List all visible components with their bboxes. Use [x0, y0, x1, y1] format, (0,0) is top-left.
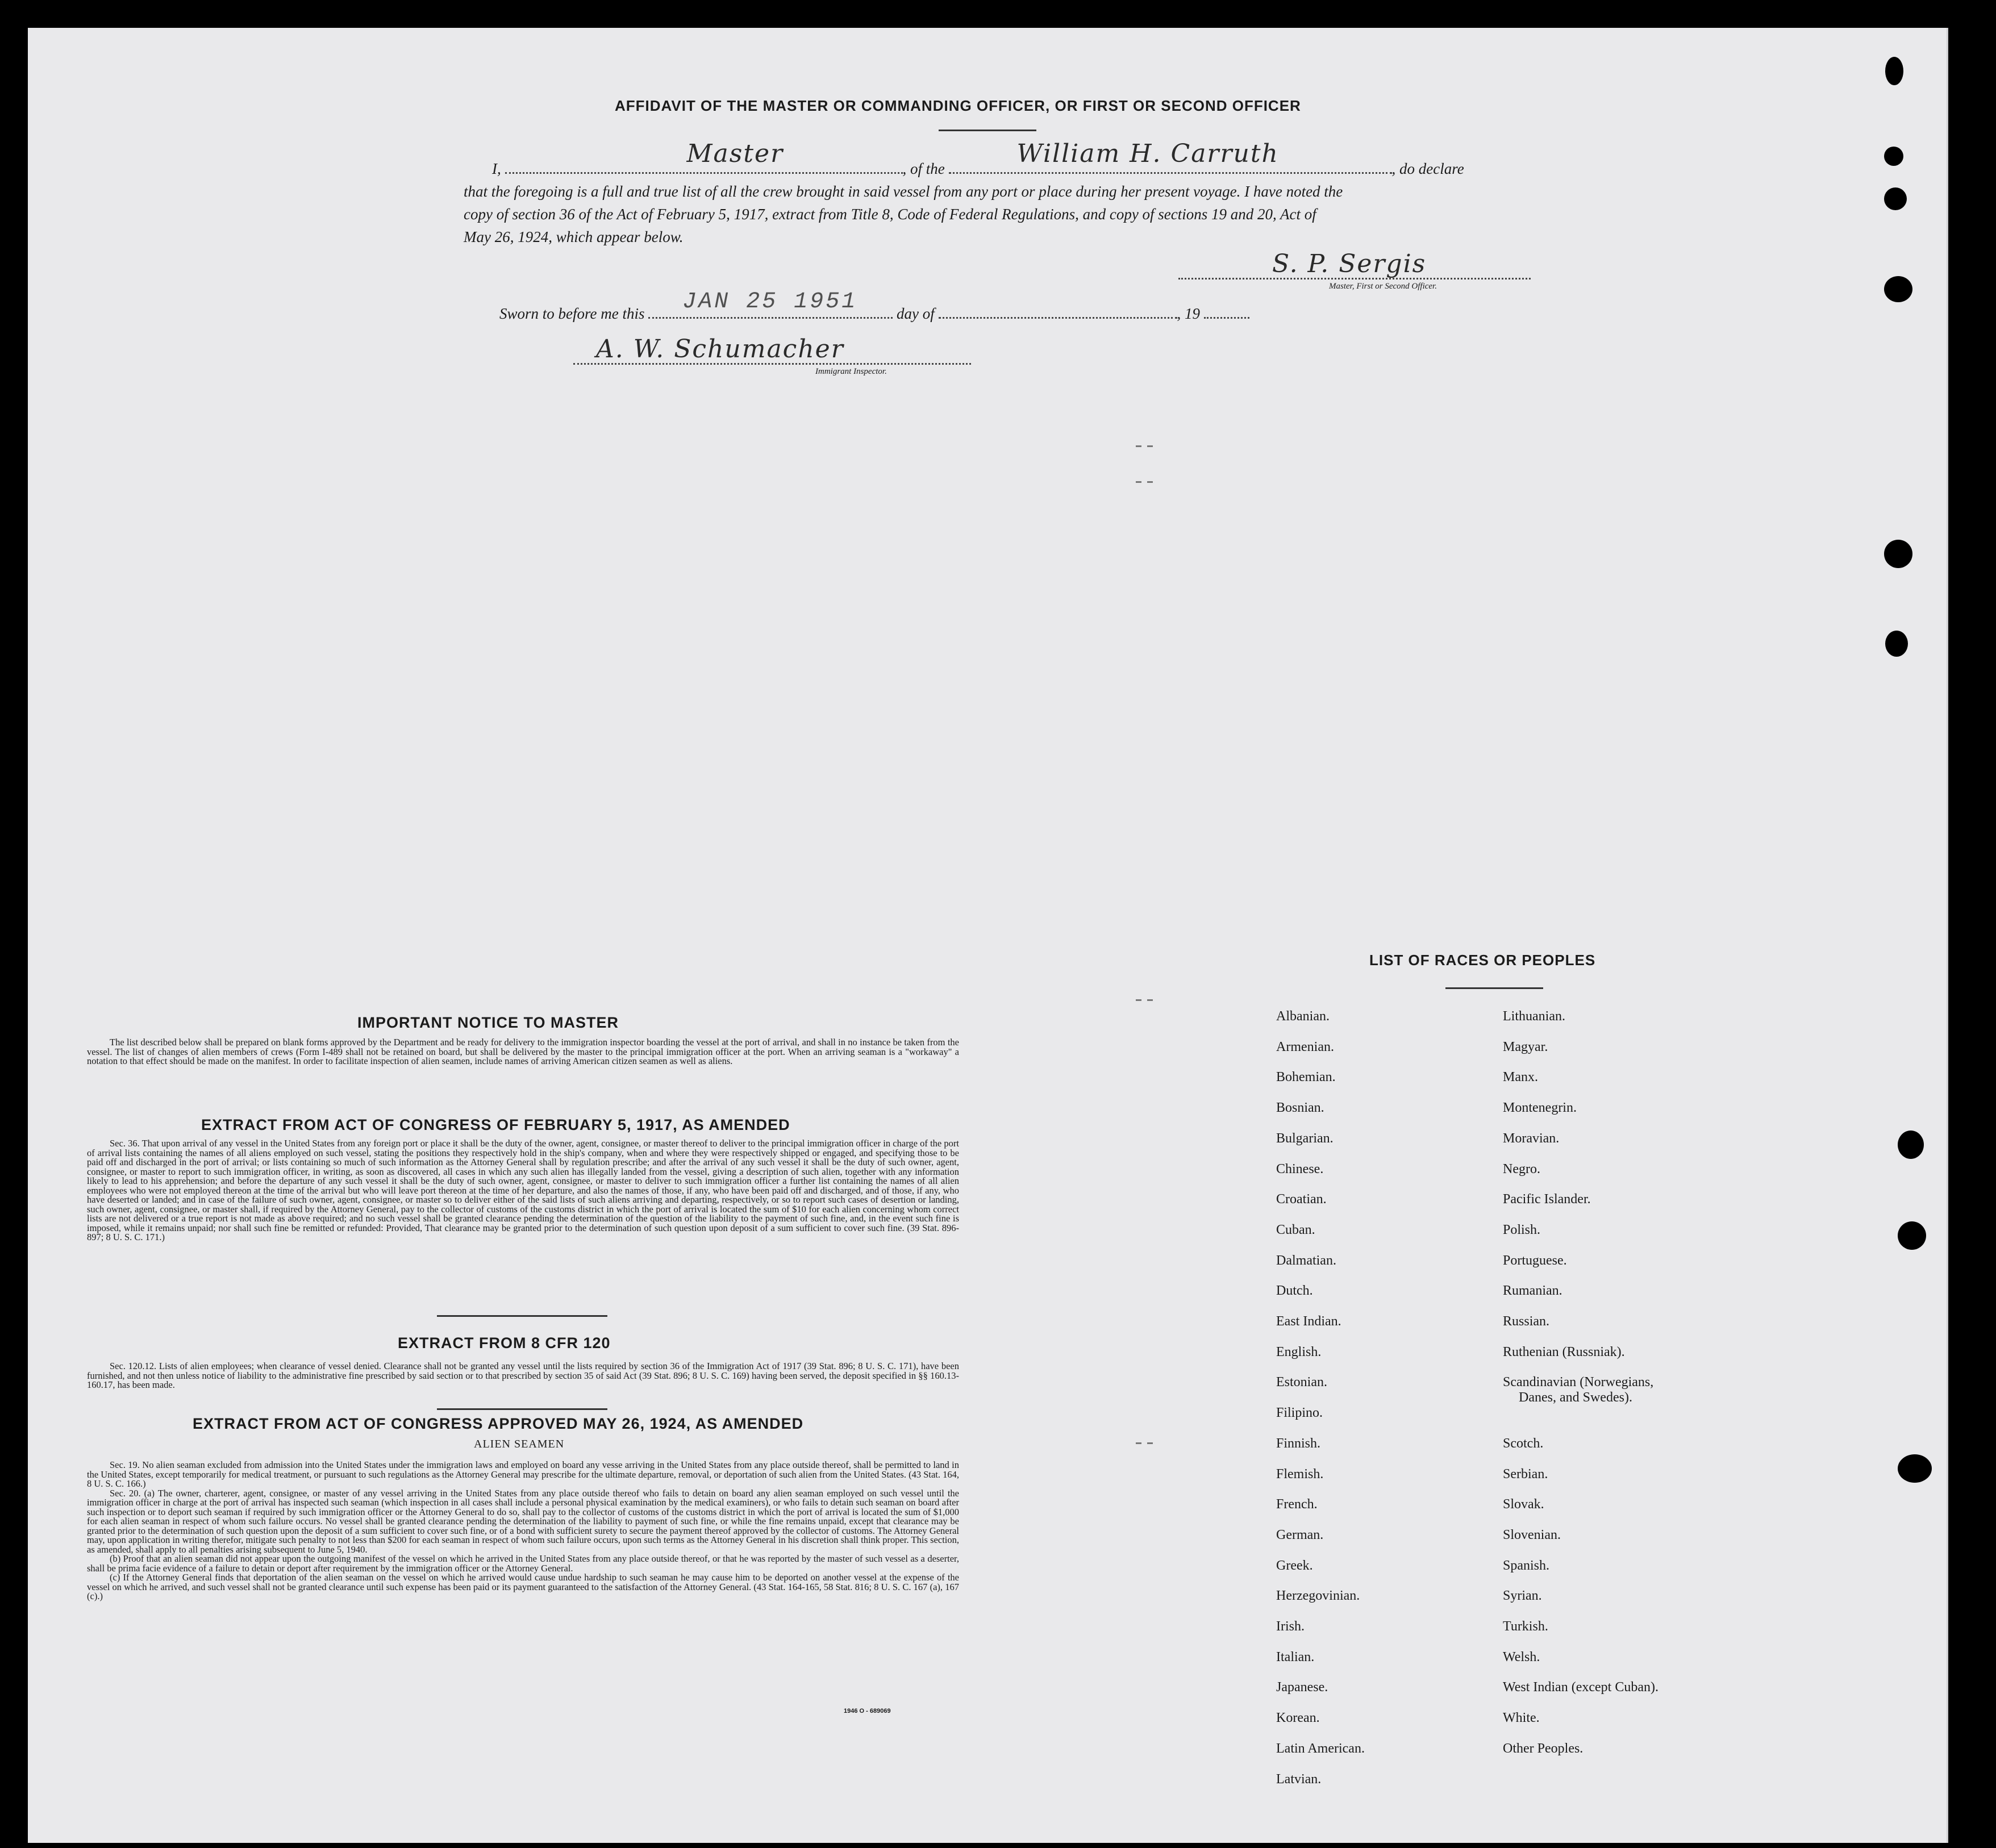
race-item: English. [1276, 1344, 1322, 1359]
race-item: White. [1503, 1711, 1540, 1726]
binder-hole [1885, 631, 1908, 657]
date-stamp: JAN 25 1951 [682, 289, 858, 315]
race-item: East Indian. [1276, 1314, 1341, 1329]
binder-hole [1898, 1131, 1924, 1159]
i-label: I, [492, 160, 501, 177]
race-item: Bosnian. [1276, 1100, 1324, 1116]
race-item: Herzegovinian. [1276, 1588, 1360, 1604]
notice-paragraph: The list described below shall be prepared on blank forms approved by the Department and be ready for delivery to the immigration inspector boarding the vessel at the port of arrival, and shall in no instance be taken from the vessel. The list of changes of alien members of crews (Form I-489 shall not be retained on board, but shall be delivered by the master to the principal immigration officer at the port. When an arriving seaman is a "workaway" a notation to that effect should be made on the manifest. In order to facilitate inspection of alien seamen, include names of arriving American citizen seamen as well as aliens. [87, 1037, 959, 1066]
race-item: Serbian. [1503, 1466, 1548, 1482]
race-item: Dutch. [1276, 1283, 1313, 1299]
rank-field [505, 139, 903, 174]
race-item: Pacific Islander. [1503, 1192, 1591, 1207]
sworn-line [499, 289, 1249, 325]
inspector-caption: Immigrant Inspector. [815, 367, 887, 376]
binder-hole [1884, 147, 1903, 166]
binder-hole [1884, 276, 1912, 302]
sworn-label: Sworn to before me this [499, 305, 645, 322]
race-item: Portuguese. [1503, 1253, 1567, 1268]
race-item: Finnish. [1276, 1436, 1321, 1451]
title-divider [939, 130, 1036, 131]
extract-1924-sec20b: (b) Proof that an alien seaman did not appear upon the outgoing manifest of the vessel on which he arrived in the United States from any place outside thereof, or that he was reported by the master of such vessel as a deserter, shall be prima facie evidence of a failure to detain or deport after requirement by the immigration officer or the Attorney General. [87, 1553, 959, 1574]
document-page [28, 28, 1948, 1843]
race-item: Korean. [1276, 1711, 1320, 1726]
race-item: Albanian. [1276, 1009, 1330, 1024]
race-item: Russian. [1503, 1314, 1550, 1329]
race-item: Syrian. [1503, 1588, 1542, 1604]
race-item: Latin American. [1276, 1741, 1365, 1756]
race-item: Bulgarian. [1276, 1131, 1334, 1146]
binder-hole [1884, 540, 1912, 568]
faint-mark [1136, 999, 1141, 1001]
race-item: Dalmatian. [1276, 1253, 1336, 1268]
faint-mark [1136, 481, 1141, 483]
year-label: , 19 [1177, 305, 1200, 322]
extract-1917-title: EXTRACT FROM ACT OF CONGRESS OF FEBRUARY 5, 1917, AS AMENDED [201, 1116, 790, 1133]
race-item: Croatian. [1276, 1192, 1327, 1207]
print-code: 1946 O - 689069 [844, 1708, 891, 1714]
race-item: Japanese. [1276, 1680, 1328, 1695]
race-item: Ruthenian (Russniak). [1503, 1344, 1625, 1359]
affidavit-line-3: copy of section 36 of the Act of February 5, 1917, extract from Title 8, Code of Federal Regulations, and copy of sections 19 and 20, Act of [464, 206, 1316, 223]
races-title: LIST OF RACES OR PEOPLES [1369, 952, 1596, 969]
faint-mark [1136, 1442, 1141, 1444]
rank-handwriting: Master [686, 139, 784, 168]
race-item: Slovak. [1503, 1497, 1544, 1512]
day-of-label: day of [897, 305, 935, 322]
race-item: Magyar. [1503, 1039, 1548, 1054]
sworn-year-field [1204, 303, 1249, 319]
vessel-handwriting: William H. Carruth [1016, 139, 1279, 168]
race-item: Greek. [1276, 1558, 1313, 1573]
extract-1917-paragraph: Sec. 36. That upon arrival of any vessel in the United States from any foreign port or place it shall be the duty of the owner, agent, consignee, or master thereof to deliver to the principal immigration officer in charge of the port of arrival lists containing the names of all aliens employed on such vessel, stating the positions they respectively hold in the ship's company, when and where they were respectively shipped or engaged, and specifying those to be paid off and discharged in the port of arrival; or lists containing so much of such information as the Attorney General shall by regulation prescribe; and after the arrival of any such vessel it shall be the duty of such owner, agent, consignee, or master to report to such immigration officer, in writing, as soon as discovered, all cases in which any such alien has illegally landed from the vessel, giving a description of such alien, together with any information likely to lead to his apprehension; and before the departure of any such vessel it shall be the duty of such owner, agent, consignee, or master to deliver to such immigration officer a further list containing the names of all alien employees who were not employed thereon at the time of the arrival but who will leave port thereon at the time of her departure, and also the names of those, if any, who have been paid off and discharged, and of those, if any, who have deserted or landed; and in case of the failure of such owner, agent, consignee, or master so to deliver either of the said lists of such aliens arriving and departing, respectively, or so to report such cases of desertion or landing, such owner, agent, consignee, or master shall, if required by the Attorney General, pay to the collector of customs of the customs district in which the port of arrival is located the sum of $10 for each alien concerning whom correct lists are not delivered or a true report is not made as above required; and no such vessel shall be granted clearance pending the determination of the question of the liability to the payment of such fine, and, in the event such fine is imposed, while it remains unpaid; nor shall such fine be remitted or refunded: Provided, That clearance may be granted prior to the determination of such question upon deposit of a sum sufficient to cover such fine. (39 Stat. 896-897; 8 U. S. C. 171.) [87, 1138, 959, 1242]
extract-1917-body [87, 1139, 959, 1242]
extract-1924-sec20c: (c) If the Attorney General finds that deportation of the alien seaman on the vessel on which he arrived would cause undue hardship to such seaman he may cause him to be deported on another vessel at the expense of the vessel on which he arrived, and such vessel shall not be granted clearance until such expense has been paid or its payment guaranteed to the satisfaction of the Attorney General. (43 Stat. 164-165, 58 Stat. 816; 8 U. S. C. 167 (a), 167 (c).) [87, 1572, 959, 1601]
faint-mark [1147, 481, 1153, 483]
race-item: Chinese. [1276, 1161, 1324, 1177]
binder-hole [1885, 57, 1903, 85]
race-item: Other Peoples. [1503, 1741, 1584, 1756]
master-signature: S. P. Sergis [1272, 249, 1427, 278]
extract-1924-sec19: Sec. 19. No alien seaman excluded from admission into the United States under the immigration laws and employed on board any vesse arriving in the United States from any place outside thereof, shall be permitted to land in the United States, except temporarily for medical treatment, or pursuant to such regulations as the Attorney General may prescribe for the ultimate departure, removal, or deportation of such alien from the United States. (43 Stat. 164, 8 U. S. C. 166.) [87, 1459, 959, 1489]
race-item: Bohemian. [1276, 1070, 1336, 1085]
race-item: French. [1276, 1497, 1318, 1512]
race-item: Flemish. [1276, 1466, 1324, 1482]
race-item: Polish. [1503, 1222, 1541, 1237]
race-item: Irish. [1276, 1619, 1305, 1634]
race-item: Welsh. [1503, 1649, 1540, 1665]
race-item: Latvian. [1276, 1771, 1322, 1787]
race-item: Negro. [1503, 1161, 1540, 1177]
faint-mark [1147, 445, 1153, 447]
race-item: German. [1276, 1527, 1324, 1542]
race-item: Scandinavian (Norwegians, [1503, 1375, 1654, 1390]
binder-hole [1884, 187, 1907, 210]
extract-1924-subtitle: ALIEN SEAMEN [474, 1438, 565, 1450]
race-item: Danes, and Swedes). [1519, 1390, 1632, 1405]
race-item: Lithuanian. [1503, 1009, 1565, 1024]
race-item: Estonian. [1276, 1375, 1327, 1390]
race-item: West Indian (except Cuban). [1503, 1680, 1659, 1695]
affidavit-line-2: that the foregoing is a full and true list of all the crew brought in said vessel from any port or place during her present voyage. I have noted the [464, 183, 1343, 200]
race-item: Turkish. [1503, 1619, 1548, 1634]
race-item: Spanish. [1503, 1558, 1550, 1573]
race-item: Filipino. [1276, 1405, 1323, 1421]
extract-divider-2 [437, 1408, 607, 1410]
vessel-field [949, 139, 1392, 174]
affidavit-title: AFFIDAVIT OF THE MASTER OR COMMANDING OFFICER, OR FIRST OR SECOND OFFICER [615, 97, 1301, 114]
faint-mark [1136, 445, 1141, 447]
affidavit-line-1 [492, 139, 1464, 180]
of-the-label: , of the [902, 160, 945, 177]
inspector-signature: A. W. Schumacher [596, 335, 844, 364]
race-item: Rumanian. [1503, 1283, 1562, 1299]
race-item: Montenegrin. [1503, 1100, 1577, 1116]
race-item: Scotch. [1503, 1436, 1544, 1451]
extract-cfr-paragraph: Sec. 120.12. Lists of alien employees; when clearance of vessel denied. Clearance shall not be granted any vessel until the lists required by section 36 of the Immigration Act of 1917 (39 Stat. 896; 8 U. S. C. 171), have been furnished, and not then unless notice of liability to the administrative fine prescribed by said section or to that prescribed by section 35 of said Act (39 Stat. 896; 8 U. S. C. 169) having been served, the deposit specified in §§ 160.13-160.17, has been made. [87, 1361, 959, 1390]
races-divider [1445, 987, 1543, 989]
race-item: Moravian. [1503, 1131, 1560, 1146]
extract-cfr-title: EXTRACT FROM 8 CFR 120 [398, 1334, 611, 1351]
master-signature-caption: Master, First or Second Officer. [1329, 282, 1437, 291]
race-item: Cuban. [1276, 1222, 1315, 1237]
extract-1924-sec20a: Sec. 20. (a) The owner, charterer, agent, consignee, or master of any vessel arriving in the United States from any place outside thereof who fails to detain on board any alien seaman employed on such vessel until the immigration officer in charge at the port of arrival has inspected such seaman (which inspection in all cases shall include a personal physical examination by the medical examiners), or who fails to detain such seaman on board after such inspection or to deport such seaman if required by such immigration officer or the Attorney General to do so, shall pay to the collector of customs of the customs district in which the port of arrival is located the sum of $1,000 for each alien seaman in respect of whom such failure occurs. No vessel shall be granted clearance pending the determination of the liability to payment of such fine, or while the fine remains unpaid, except that clearance may be granted prior to the determination of such question upon the deposit of a sum sufficient to cover such fine, or of a bond with sufficient surety to secure the payment thereof approved by the collector of customs. The Attorney General may, upon application in writing therefor, mitigate such penalty to not less than $200 for each seaman in respect of whom such failure occurs, upon such terms as the Attorney General in his discretion shall think proper. This section, as amended, shall apply to all penalties arising subsequent to June 5, 1940. [87, 1487, 959, 1555]
extract-1924-title: EXTRACT FROM ACT OF CONGRESS APPROVED MAY 26, 1924, AS AMENDED [193, 1415, 804, 1432]
race-item: Slovenian. [1503, 1527, 1561, 1542]
race-item: Manx. [1503, 1070, 1538, 1085]
extract-1924-body [87, 1461, 959, 1601]
do-declare-label: , do declare [1391, 160, 1464, 177]
faint-mark [1147, 999, 1153, 1001]
notice-body [87, 1038, 959, 1066]
extract-cfr-body [87, 1362, 959, 1390]
binder-hole [1898, 1221, 1926, 1250]
affidavit-line-4: May 26, 1924, which appear below. [464, 228, 684, 245]
race-item: Armenian. [1276, 1039, 1334, 1054]
extract-divider-1 [437, 1315, 607, 1317]
binder-hole [1898, 1454, 1932, 1483]
sworn-month-field [939, 303, 1177, 319]
notice-title: IMPORTANT NOTICE TO MASTER [357, 1014, 619, 1031]
sworn-day-field [648, 289, 893, 319]
faint-mark [1147, 1442, 1153, 1444]
race-item: Italian. [1276, 1649, 1315, 1665]
